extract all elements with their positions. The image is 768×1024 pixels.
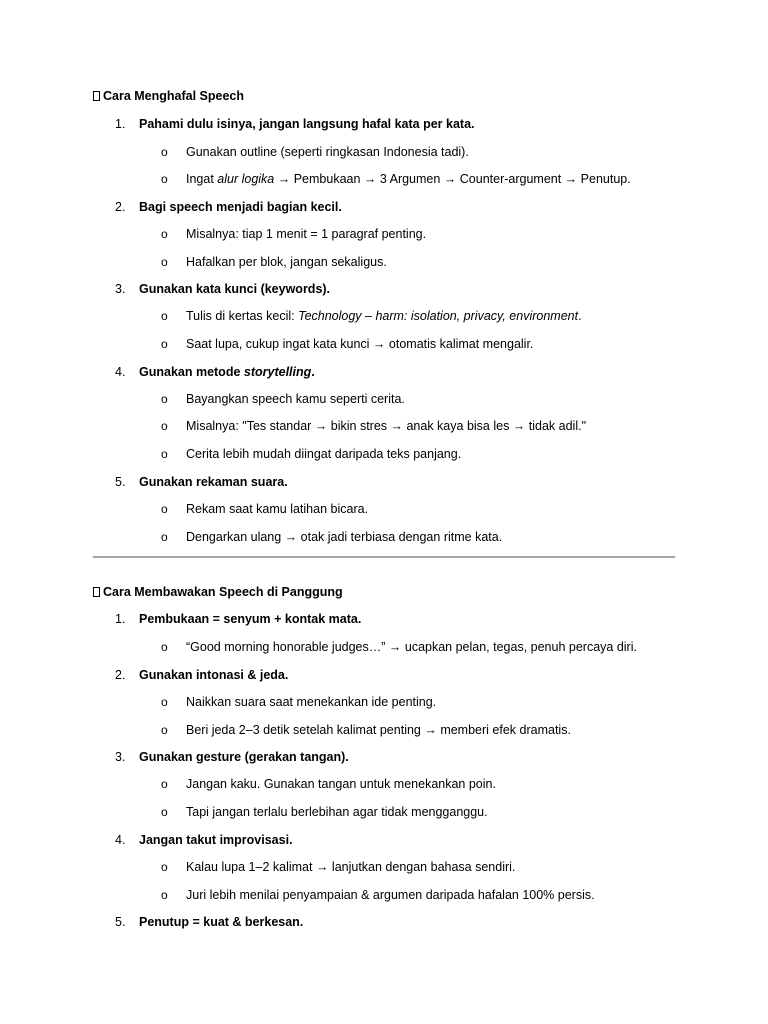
list-number: 2.: [115, 200, 126, 214]
bullet-icon: o: [161, 640, 168, 654]
sub-item: Bayangkan speech kamu seperti cerita.: [186, 392, 405, 406]
list-number: 3.: [115, 282, 126, 296]
list-number: 3.: [115, 750, 126, 764]
bullet-icon: o: [161, 723, 168, 737]
bullet-icon: o: [161, 695, 168, 709]
bullet-icon: o: [161, 777, 168, 791]
bullet-icon: o: [161, 860, 168, 874]
list-item: Gunakan intonasi & jeda.: [139, 668, 289, 682]
bullet-icon: o: [161, 392, 168, 406]
list-number: 1.: [115, 117, 126, 131]
missing-glyph-icon: [93, 587, 100, 597]
sub-item: Misalnya: "Tes standar → bikin stres → anak kaya bisa les → tidak adil.": [186, 419, 587, 433]
list-number: 5.: [115, 915, 126, 929]
sub-item: Tapi jangan terlalu berlebihan agar tidak mengganggu.: [186, 805, 488, 819]
list-item: Bagi speech menjadi bagian kecil.: [139, 200, 342, 214]
sub-item: Misalnya: tiap 1 menit = 1 paragraf penting.: [186, 227, 427, 241]
missing-glyph-icon: [93, 91, 100, 101]
section-title: Cara Membawakan Speech di Panggung: [93, 585, 343, 600]
list-item: Pembukaan = senyum + kontak mata.: [139, 612, 362, 626]
horizontal-divider: [93, 556, 675, 558]
list-number: 4.: [115, 365, 126, 379]
list-number: 2.: [115, 668, 126, 682]
bullet-icon: o: [161, 145, 168, 159]
sub-item: Rekam saat kamu latihan bicara.: [186, 502, 369, 516]
bullet-icon: o: [161, 172, 168, 186]
bullet-icon: o: [161, 502, 168, 516]
list-number: 4.: [115, 833, 126, 847]
sub-item: Juri lebih menilai penyampaian & argumen daripada hafalan 100% persis.: [186, 888, 595, 902]
sub-item: “Good morning honorable judges…” → ucapkan pelan, tegas, penuh percaya diri.: [186, 640, 637, 654]
list-item: Gunakan rekaman suara.: [139, 475, 288, 489]
list-item: Gunakan gesture (gerakan tangan).: [139, 750, 349, 764]
sub-item: Naikkan suara saat menekankan ide penting.: [186, 695, 437, 709]
sub-item: Beri jeda 2–3 detik setelah kalimat penting → memberi efek dramatis.: [186, 723, 571, 737]
list-item: Jangan takut improvisasi.: [139, 833, 293, 847]
sub-item: Tulis di kertas kecil: Technology – harm: isolation, privacy, environment.: [186, 309, 582, 323]
bullet-icon: o: [161, 419, 168, 433]
sub-item: Saat lupa, cukup ingat kata kunci → otomatis kalimat mengalir.: [186, 337, 534, 351]
bullet-icon: o: [161, 447, 168, 461]
list-number: 5.: [115, 475, 126, 489]
bullet-icon: o: [161, 309, 168, 323]
bullet-icon: o: [161, 337, 168, 351]
bullet-icon: o: [161, 530, 168, 544]
list-item: Gunakan kata kunci (keywords).: [139, 282, 331, 296]
list-item: Penutup = kuat & berkesan.: [139, 915, 304, 929]
list-item: Pahami dulu isinya, jangan langsung hafal kata per kata.: [139, 117, 475, 131]
sub-item: Ingat alur logika → Pembukaan → 3 Argumen → Counter-argument → Penutup.: [186, 172, 631, 186]
bullet-icon: o: [161, 888, 168, 902]
list-item: Gunakan metode storytelling.: [139, 365, 315, 379]
sub-item: Hafalkan per blok, jangan sekaligus.: [186, 255, 387, 269]
bullet-icon: o: [161, 805, 168, 819]
bullet-icon: o: [161, 227, 168, 241]
bullet-icon: o: [161, 255, 168, 269]
sub-item: Kalau lupa 1–2 kalimat → lanjutkan dengan bahasa sendiri.: [186, 860, 516, 874]
sub-item: Cerita lebih mudah diingat daripada teks panjang.: [186, 447, 462, 461]
sub-item: Jangan kaku. Gunakan tangan untuk menekankan poin.: [186, 777, 496, 791]
list-number: 1.: [115, 612, 126, 626]
section-title: Cara Menghafal Speech: [93, 89, 244, 104]
sub-item: Dengarkan ulang → otak jadi terbiasa dengan ritme kata.: [186, 530, 503, 544]
sub-item: Gunakan outline (seperti ringkasan Indonesia tadi).: [186, 145, 469, 159]
